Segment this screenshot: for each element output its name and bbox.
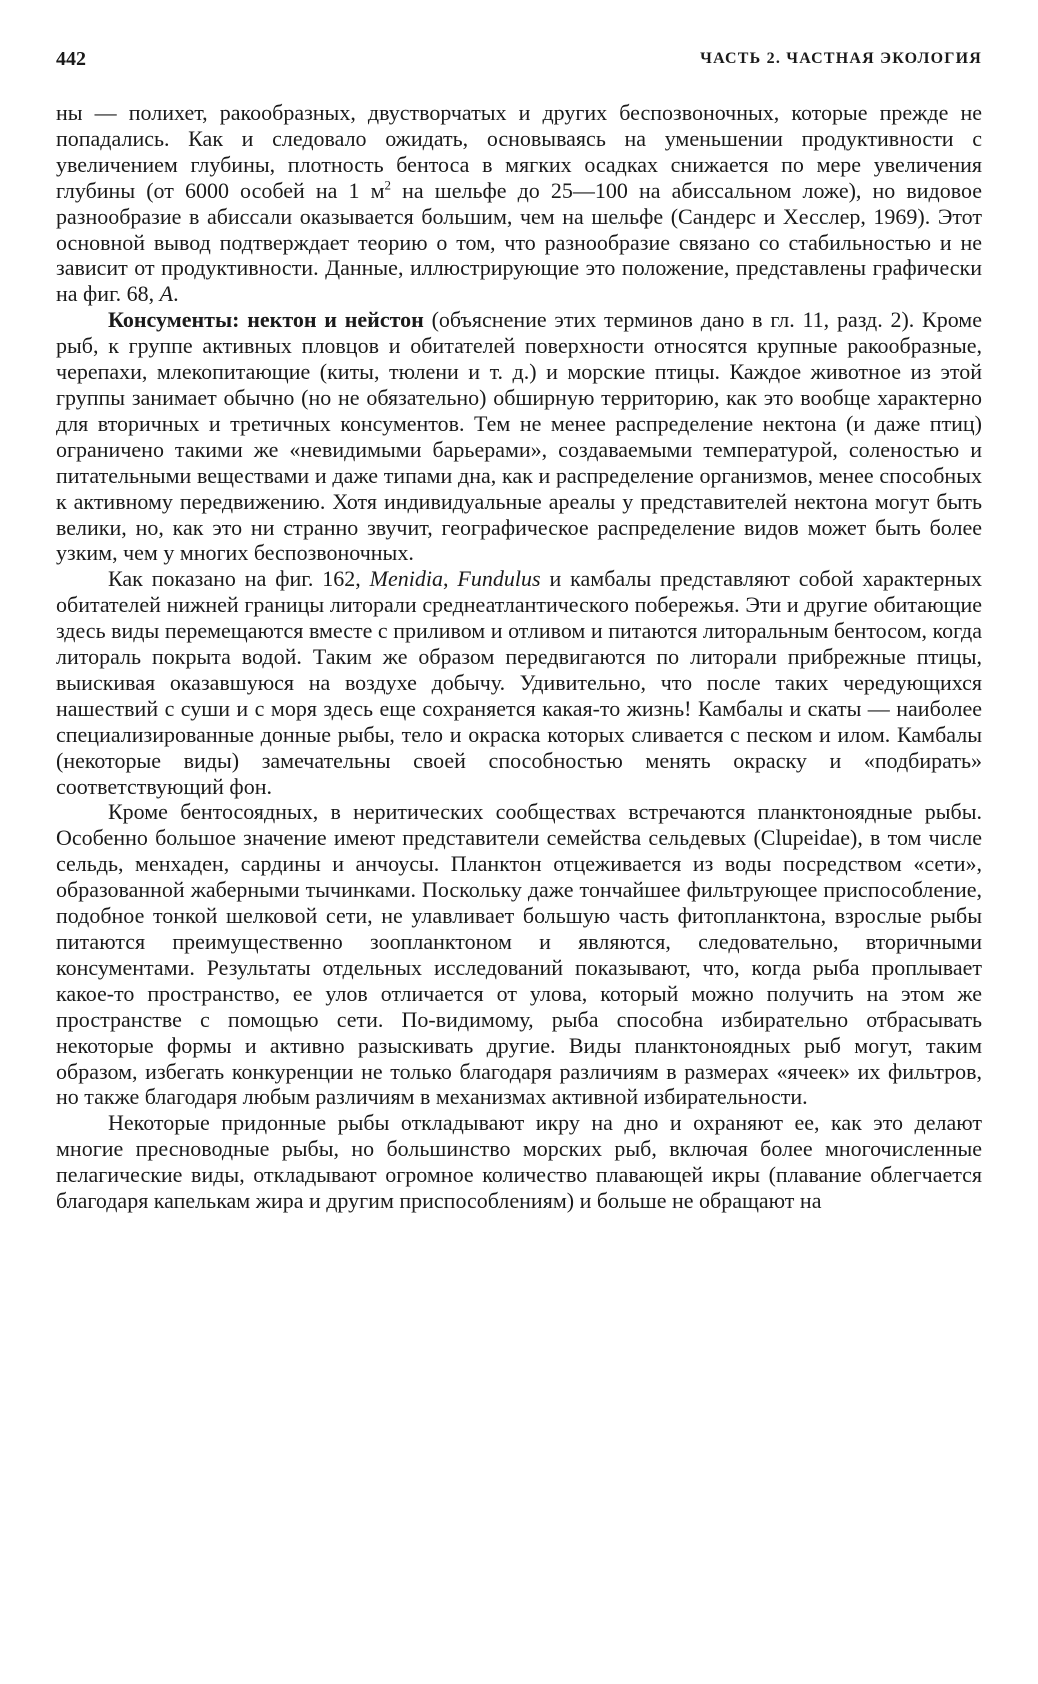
paragraph-text: Кроме бентосоядных, в неритических сообществах встречаются планктоноядные рыбы. Особенно большое значение имеют представители семейства сельдевых (Clupeidae), в том числе сельдь, менхаден, сардины и анчоусы. Планктон отцеживается из воды посредством «сети», образованной жаберными тычинками. Поскольку даже тончайшее фильтрующее приспособление, подобное тонкой шелковой сети, не улавливает большую часть фитопланктона, взрослые рыбы питаются преимущественно зоопланктоном и являются, следовательно, вторичными консументами. Результаты отдельных исследований показывают, что, когда рыба проплывает какое-то пространство, ее улов отличается от улова, который можно получить на этом же пространстве с помощью сети. По-видимому, рыба способна избирательно отбрасывать некоторые формы и активно разыскивать другие. Виды планктоноядных рыб могут, таким образом, избегать конкуренции не только благодаря различиям в размерах «ячеек» их фильтров, но также благодаря любым различиям в механизмах активной избирательности.	[56, 799, 982, 1110]
genus-name: Fundulus	[457, 566, 541, 592]
paragraph-planktivores	[56, 799, 982, 1110]
superscript-2: 2	[384, 177, 392, 193]
genus-name: Menidia	[369, 566, 443, 592]
paragraph-text: ны — полихет, ракообразных, двустворчатых и других беспозвоночных, которые прежде не попадались. Как и следовало ожидать, основываясь на уменьшении продуктивности с увеличением глубины, плотность бентоса в мягких осадках снижается по мере увеличения глубины (от 6000 особей на 1 м	[56, 100, 982, 203]
page-number: 442	[56, 48, 86, 70]
figure-ref-italic: А	[159, 281, 174, 307]
paragraph-continued	[56, 100, 982, 307]
paragraph-littoral-fish	[56, 566, 982, 799]
paragraph-text: и камбалы представляют собой характерных обитателей нижней границы литорали среднеатлантического побережья. Эти и другие обитающие здесь виды перемещаются вместе с приливом и отливом и питаются литоральным бентосом, когда литораль покрыта водой. Таким же образом передвигаются по литорали прибрежные птицы, выискивая оказавшуюся на воздухе добычу. Удивительно, что после таких чередующихся нашествий с суши и с моря здесь еще сохраняется какая-то жизнь! Камбалы и скаты — наиболее специализированные донные рыбы, тело и окраска которых сливается с песком и илом. Камбалы (некоторые виды) замечательны своей способностью менять окраску и «подбирать» соответствующий фон.	[56, 566, 982, 799]
paragraph-text: Как показано на фиг. 162,	[108, 566, 370, 592]
paragraph-text: Некоторые придонные рыбы откладывают икру на дно и охраняют ее, как это делают многие пресноводные рыбы, но большинство морских рыб, включая более многочисленные пелагические виды, откладывают огромное количество плавающей икры (плавание облегчается благодаря капелькам жира и другим приспособлениям) и больше не обращают на	[56, 1110, 982, 1214]
paragraph-text: на шельфе до 25—100 на абиссальном ложе), но видовое разнообразие в абиссали оказывается большим, чем на шельфе (Сандерс и Хесслер, 1969). Этот основной вывод подтверждает теорию о том, что разнообразие связано со стабильностью и не зависит от продуктивности. Данные, иллюстрирующие это положение, представлены графически на фиг. 68,	[56, 177, 982, 307]
running-title: ЧАСТЬ 2. ЧАСТНАЯ ЭКОЛОГИЯ	[700, 50, 982, 67]
paragraph-text: .	[173, 281, 179, 307]
paragraph-spawning	[56, 1110, 982, 1214]
page-header	[56, 48, 982, 78]
body-text	[56, 100, 982, 1214]
separator: ,	[443, 566, 458, 592]
paragraph-text: (объяснение этих терминов дано в гл. 11, разд. 2). Кроме рыб, к группе активных пловцов и обитателей поверхности относятся крупные ракообразные, черепахи, млекопитающие (киты, тюлени и т. д.) и морские птицы. Каждое животное из этой группы занимает обычно (но не обязательно) обширную территорию, как это вообще характерно для вторичных и третичных консументов. Тем не менее распределение нектона (и даже птиц) ограничено такими же «невидимыми барьерами», создаваемыми температурой, соленостью и питательными веществами и даже типами дна, как и распределение организмов, менее способных к активному передвижению. Хотя индивидуальные ареалы у представителей нектона могут быть велики, но, как это ни странно звучит, географическое распределение видов может быть более узким, чем у многих беспозвоночных.	[56, 307, 982, 566]
section-heading-run-in: Консументы: нектон и нейстон	[108, 307, 424, 333]
paragraph-nekton	[56, 307, 982, 566]
